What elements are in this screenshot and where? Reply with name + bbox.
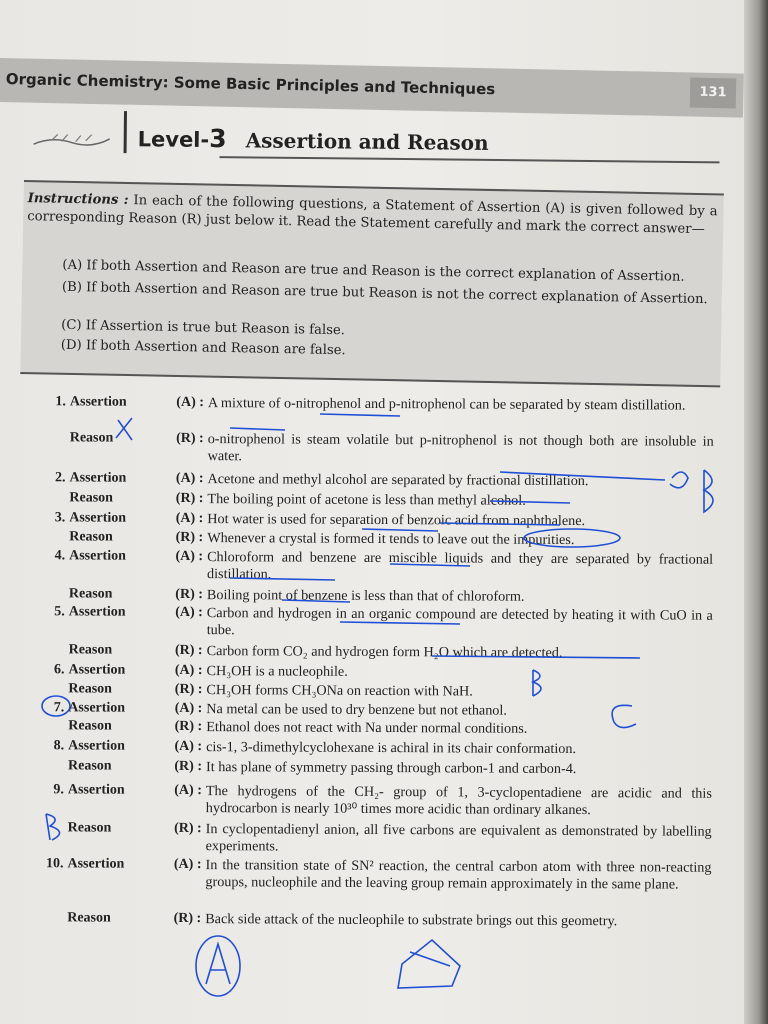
level-label xyxy=(138,123,227,153)
question-number: 4. xyxy=(54,548,66,564)
reason-5 xyxy=(0,642,743,661)
reason-text: Boiling point of benzene is less than that of chloroform. xyxy=(206,587,525,605)
reason-8 xyxy=(0,758,742,778)
assertion-label: Assertion xyxy=(68,662,126,678)
instructions-label: Instructions : xyxy=(27,191,129,209)
section-title: Assertion and Reason xyxy=(245,128,489,155)
assertion-label: Assertion xyxy=(68,700,126,716)
question-number: 1. xyxy=(55,394,66,410)
reason-label: Reason xyxy=(68,681,113,697)
assertion-tag: (A) : xyxy=(174,782,202,799)
reason-label: Reason xyxy=(68,586,113,602)
assertion-tag: (A) : xyxy=(174,662,203,679)
assertion-text: Carbon and hydrogen in an organic compound are detected by heating it with CuO in a tube. xyxy=(206,605,713,639)
assertion-text: Na metal can be used to dry benzene but not ethanol. xyxy=(206,701,507,719)
chapter-title: Organic Chemistry: Some Basic Principles and Techniques xyxy=(5,70,496,99)
reason-text: The boiling point of acetone is less than methyl alcohol. xyxy=(207,491,526,509)
heading-rule xyxy=(220,156,720,163)
assertion-text: Hot water is used for separation of benzoic acid from naphthalene. xyxy=(207,511,586,530)
reason-label: Reason xyxy=(68,718,112,734)
level-prefix: Level- xyxy=(137,127,210,152)
question-number: 3. xyxy=(54,510,66,526)
assertion-tag: (A) : xyxy=(175,548,204,565)
option-b: (B) If both Assertion and Reason are true but Reason is not the correct explanation of Assertion. xyxy=(61,279,708,308)
reason-label: Reason xyxy=(67,910,111,926)
section-heading xyxy=(19,110,730,169)
assertion-tag: (A) : xyxy=(175,470,204,487)
reason-text: Back side attack of the nucleophile to substrate brings out this geometry. xyxy=(205,911,618,930)
reason-1 xyxy=(0,430,744,465)
assertion-text: Chloroform and benzene are miscible liquids and they are separated by fractional distillation. xyxy=(206,549,714,583)
instructions-body: In each of the following questions, a Statement of Assertion (A) is given followed by a corresponding Reason (R) just below it. Read the Statement carefully and mark the correct answer— xyxy=(27,193,718,238)
reason-label: Reason xyxy=(68,642,113,658)
reason-text: CH₃OH forms CH₃ONa on reaction with NaH. xyxy=(206,682,473,700)
reason-label: Reason xyxy=(69,430,114,446)
reason-label: Reason xyxy=(67,820,112,836)
question-number: 6. xyxy=(53,662,65,678)
assertion-label: Assertion xyxy=(69,510,127,526)
reason-label: Reason xyxy=(69,529,113,545)
reason-tag: (R) : xyxy=(175,529,204,546)
reason-10 xyxy=(0,910,741,930)
reason-text: o-nitrophenol is steam volatile but p-nitrophenol is not though both are insoluble in water. xyxy=(207,431,714,465)
assertion-tag: (A) : xyxy=(176,394,204,411)
reason-tag: (R) : xyxy=(175,586,203,603)
assertion-tag: (A) : xyxy=(175,604,203,621)
reason-text: It has plane of symmetry passing through carbon-1 and carbon-4. xyxy=(205,759,577,778)
page-number: 131 xyxy=(690,78,737,109)
book-gutter xyxy=(744,0,768,1024)
reason-tag: (R) : xyxy=(173,910,202,927)
option-d: (D) If both Assertion and Reason are false. xyxy=(60,337,346,359)
reason-label: Reason xyxy=(69,490,114,506)
option-c: (C) If Assertion is true but Reason is false. xyxy=(61,317,346,339)
instructions-box xyxy=(20,180,724,387)
reason-label: Reason xyxy=(67,758,112,774)
question-list xyxy=(0,388,744,952)
question-8 xyxy=(0,738,742,758)
question-number: 5. xyxy=(54,604,65,620)
assertion-label: Assertion xyxy=(67,782,125,798)
assertion-text: In the transition state of SN² reaction, the central carbon atom with three non-reacting groups, nucleophile and the leaving group remain approximately in the same plane. xyxy=(205,857,712,893)
assertion-text: CH₃OH is a nucleophile. xyxy=(206,663,348,680)
question-number: 7. xyxy=(53,700,65,716)
leaf-ornament-icon xyxy=(32,128,112,153)
level-number: 3 xyxy=(209,123,227,154)
heading-divider xyxy=(124,111,127,153)
question-6 xyxy=(0,662,743,680)
question-1 xyxy=(0,394,744,414)
assertion-label: Assertion xyxy=(68,738,125,754)
assertion-label: Assertion xyxy=(67,856,125,872)
assertion-text: The hydrogens of the CH₂- group of 1, 3-cyclopentadiene are acidic and this hydrocarbon is nearly 10³⁰ times more acidic than ordinary alkanes. xyxy=(205,783,712,819)
reason-tag: (R) : xyxy=(174,681,203,698)
reason-text: Ethanol does not react with Na under normal conditions. xyxy=(206,719,528,737)
reason-tag: (R) : xyxy=(174,642,203,659)
reason-text: In cyclopentadienyl anion, all five carbons are equivalent as demonstrated by labelling experiments. xyxy=(205,821,712,855)
reason-9 xyxy=(0,820,742,855)
assertion-label: Assertion xyxy=(69,394,127,410)
reason-tag: (R) : xyxy=(174,820,202,837)
reason-text: Carbon form CO₂ and hydrogen form H₂O which are detected. xyxy=(206,643,563,661)
reason-tag: (R) : xyxy=(176,430,204,447)
question-number: 9. xyxy=(53,782,64,798)
letter-a-q10 xyxy=(206,944,230,984)
question-9 xyxy=(0,782,742,819)
question-number: 8. xyxy=(53,738,65,754)
assertion-tag: (A) : xyxy=(174,738,203,755)
assertion-label: Assertion xyxy=(69,470,127,486)
assertion-text: cis-1, 3-dimethylcyclohexane is achiral in its chair conformation. xyxy=(206,739,577,758)
assertion-text: Acetone and methyl alcohol are separated by fractional distillation. xyxy=(207,471,589,490)
assertion-tag: (A) : xyxy=(174,700,203,717)
assertion-text: A mixture of o-nitrophenol and p-nitrophenol can be separated by steam distillation. xyxy=(207,395,686,414)
reason-text: Whenever a crystal is formed it tends to leave out the impurities. xyxy=(207,530,575,549)
reason-2 xyxy=(0,490,743,509)
question-2 xyxy=(0,470,744,490)
assertion-label: Assertion xyxy=(69,548,126,564)
instructions-text xyxy=(27,190,718,239)
option-a: (A) If both Assertion and Reason are true and Reason is the correct explanation of Assertion. xyxy=(62,257,685,285)
reason-tag: (R) : xyxy=(175,490,204,507)
reason-tag: (R) : xyxy=(174,718,203,735)
reason-4 xyxy=(0,586,743,605)
assertion-tag: (A) : xyxy=(175,510,204,527)
reason-tag: (R) : xyxy=(174,758,203,775)
question-number: 2. xyxy=(54,470,66,486)
assertion-label: Assertion xyxy=(68,604,126,620)
assertion-tag: (A) : xyxy=(173,856,202,873)
question-3 xyxy=(0,510,743,530)
question-number: 10. xyxy=(45,856,64,872)
